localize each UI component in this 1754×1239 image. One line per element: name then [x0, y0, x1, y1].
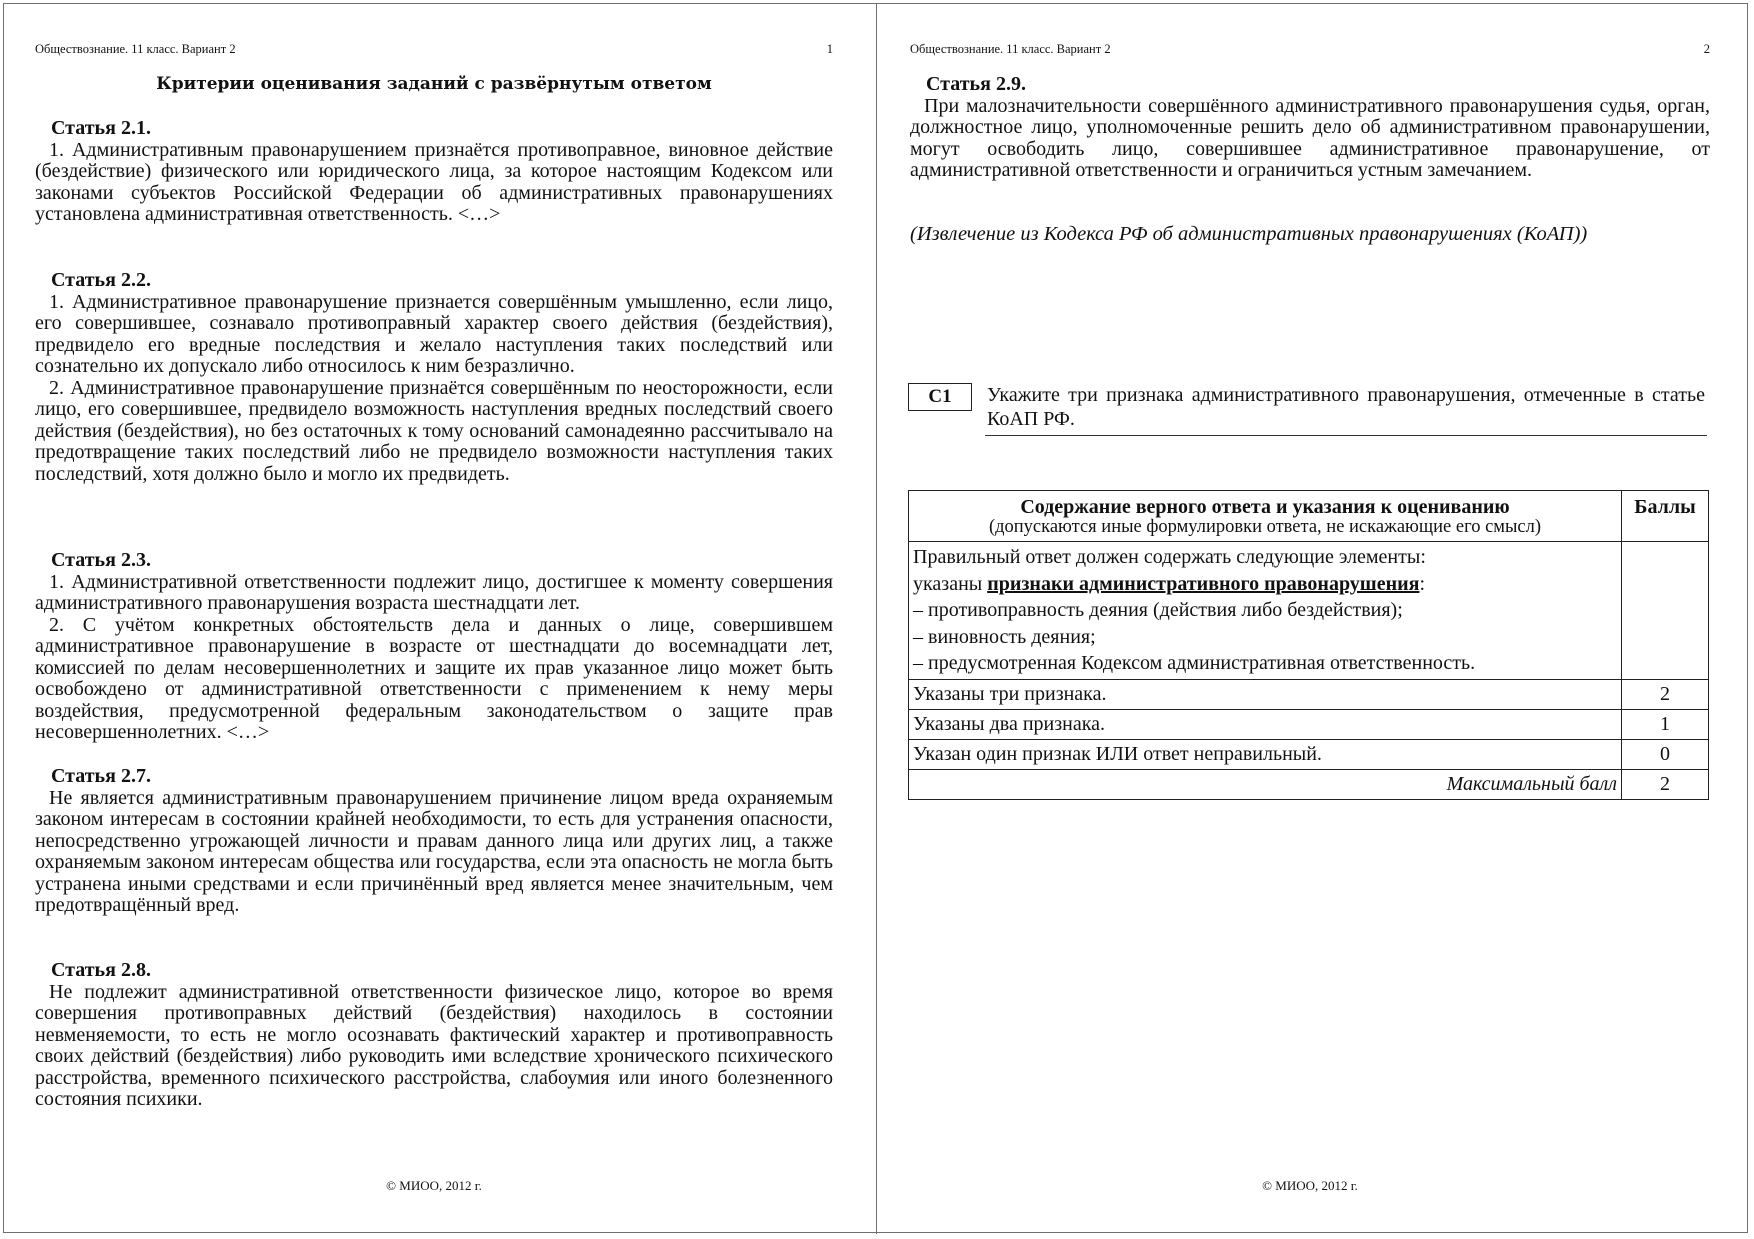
criteria-points: 0 — [1622, 739, 1709, 769]
article-heading: Статья 2.2. — [51, 269, 151, 291]
header-points-cell: Баллы — [1622, 491, 1709, 542]
article-heading: Статья 2.9. — [926, 73, 1026, 95]
article-heading: Статья 2.1. — [51, 117, 151, 139]
page-number: 2 — [1703, 42, 1710, 56]
table-row — [909, 739, 1709, 769]
task-underline — [985, 435, 1707, 436]
answer-lead-line — [913, 571, 1617, 598]
answer-item: – предусмотренная Кодексом административная ответственность. — [913, 652, 1476, 674]
article-paragraph: Не является административным правонарушением причинение лицом вреда охраняемым законом интересам в состоянии крайней необходимости, то есть для устранения опасности, непосредственно угрожающей личности и правам данного лица или других лиц, а также охраняемым законом интересам общества или государства, если эта опасность не могла быть устранена иными средствами и если причинённый вред является менее значительным, чем предотвращённый вред. — [35, 786, 833, 916]
page-title: Критерии оценивания заданий с развёрнутым ответом — [156, 74, 712, 94]
grading-table — [908, 490, 1709, 800]
article-2-3 — [35, 550, 833, 744]
answer-points-cell — [1622, 542, 1709, 680]
left-page — [35, 0, 833, 1239]
answer-content — [909, 542, 1622, 680]
article-heading: Статья 2.7. — [51, 765, 151, 787]
table-row — [909, 709, 1709, 739]
article-2-8 — [35, 960, 833, 1111]
answer-intro: Правильный ответ должен содержать следующие элементы: — [913, 546, 1426, 568]
answer-bold: признаки административного правонарушения — [987, 572, 1420, 595]
answer-colon: : — [1419, 572, 1425, 595]
article-paragraph: 1. Административное правонарушение признается совершённым умышленно, если лицо, его совершившее, сознавало противоправный характер своего действия (бездействия), предвидело его вредные последствия и желало наступления таких последствий или сознательно их допускало либо относилось к ним безразлично. — [35, 290, 833, 377]
article-paragraph: Не подлежит административной ответственности физическое лицо, которое во время совершения противоправных действий (бездействия) находилось в состоянии невменяемости, то есть не могло осознавать фактический характер и противоправность своих действий (бездействия) либо руководить ими вследствие хронического психического расстройства, временного психического расстройства, слабоумия или иного болезненного состояния психики. — [35, 980, 833, 1110]
header-title: Обществознание. 11 класс. Вариант 2 — [35, 42, 236, 56]
criteria-points: 2 — [1622, 679, 1709, 709]
header-content-cell — [909, 491, 1622, 542]
max-score-row — [909, 769, 1709, 799]
page-header — [35, 42, 833, 57]
max-score-label: Максимальный балл — [909, 769, 1622, 799]
answer-item: – противоправность деяния (действия либо бездействия); — [913, 599, 1403, 621]
task-text: Укажите три признака административного правонарушения, отмеченные в статье КоАП РФ. — [987, 384, 1705, 430]
criteria-text: Указаны два признака. — [909, 709, 1622, 739]
page-footer: © МИОО, 2012 г. — [1262, 1178, 1358, 1193]
page-number: 1 — [826, 42, 833, 56]
header-subtitle: (допускаются иные формулировки ответа, не искажающие его смысл) — [988, 517, 1542, 537]
article-2-2 — [35, 270, 833, 485]
answer-item: – виновность деяния; — [913, 625, 1096, 648]
answer-row — [909, 542, 1709, 680]
table-header-row — [909, 491, 1709, 542]
source-citation: (Извлечение из Кодекса РФ об административных правонарушениях (КоАП)) — [910, 223, 1588, 245]
article-paragraph: 2. С учётом конкретных обстоятельств дела и данных о лице, совершившем административное правонарушение в возрасте от шестнадцати до восемнадцати лет, комиссией по делам несовершеннолетних и защите их прав указанное лицо может быть освобождено от административной ответственности с применением к нему меры воздействия, предусмотренной федеральным законодательством о защите прав несовершеннолетних. <…> — [35, 613, 833, 743]
article-2-7 — [35, 766, 833, 917]
article-heading: Статья 2.8. — [51, 959, 151, 981]
criteria-text: Указаны три признака. — [909, 679, 1622, 709]
header-title: Содержание верного ответа и указания к оцениванию — [1020, 496, 1510, 518]
right-page — [910, 0, 1710, 1239]
page-divider — [876, 4, 877, 1234]
max-score-value: 2 — [1622, 769, 1709, 799]
page-header — [910, 42, 1710, 57]
article-paragraph: 1. Административной ответственности подлежит лицо, достигшее к моменту совершения административного правонарушения возраста шестнадцати лет. — [35, 570, 833, 614]
table-row — [909, 679, 1709, 709]
article-2-1 — [35, 118, 833, 226]
answer-lead: указаны — [913, 572, 988, 595]
task-label-box: С1 — [908, 383, 972, 411]
article-paragraph: 1. Административным правонарушением признаётся противоправное, виновное действие (бездействие) физического или юридического лица, за которое настоящим Кодексом или законами субъектов Российской Федерации об административных правонарушениях установлена административная ответственность. <…> — [35, 138, 833, 225]
article-paragraph: При малозначительности совершённого административного правонарушения судья, орган, должностное лицо, уполномоченные решить дело об административном правонарушении, могут освободить лицо, совершившее административное правонарушение, от административной ответственности и ограничиться устным замечанием. — [910, 94, 1710, 181]
criteria-points: 1 — [1622, 709, 1709, 739]
header-title: Обществознание. 11 класс. Вариант 2 — [910, 42, 1111, 56]
article-heading: Статья 2.3. — [51, 549, 151, 571]
article-paragraph: 2. Административное правонарушение признаётся совершённым по неосторожности, если лицо, его совершившее, предвидело возможность наступления вредных последствий своего действия (бездействия), но без остаточных к тому оснований самонадеянно рассчитывало на предотвращение таких последствий либо не предвидело возможности наступления таких последствий, хотя должно было и могло их предвидеть. — [35, 376, 833, 485]
criteria-text: Указан один признак ИЛИ ответ неправильный. — [909, 739, 1622, 769]
article-2-9 — [910, 74, 1710, 182]
page-footer: © МИОО, 2012 г. — [386, 1178, 482, 1193]
